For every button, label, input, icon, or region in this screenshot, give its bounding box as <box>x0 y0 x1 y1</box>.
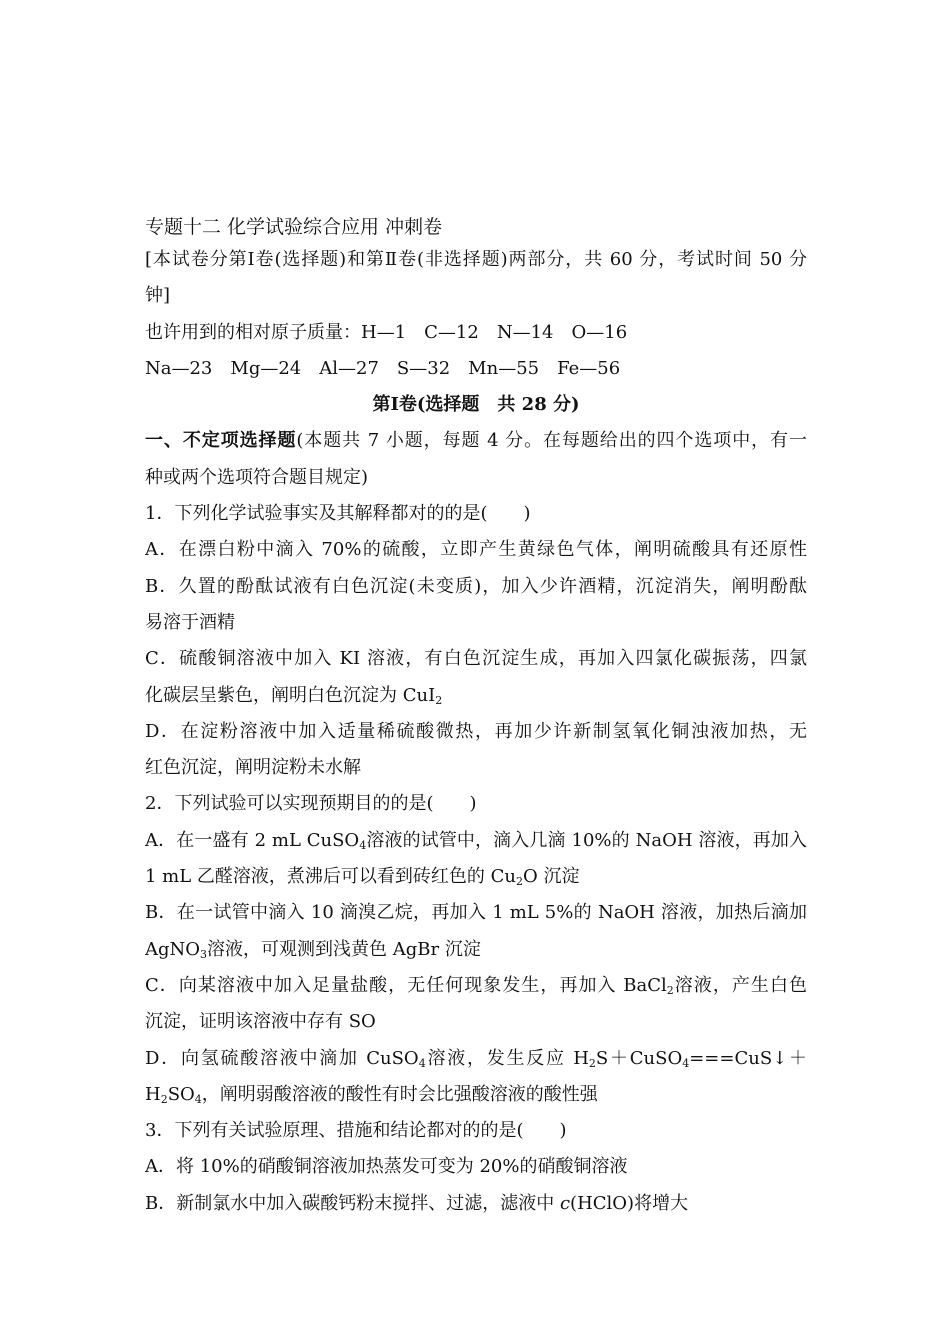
intro-line-1: [本试卷分第Ⅰ卷(选择题)和第Ⅱ卷(非选择题)两部分，共 60 分，考试时间 50 分 <box>145 249 807 270</box>
text: 溶液，产生白色 <box>673 974 807 996</box>
question-2-option-c-cont: 沉淀，证明该溶液中存有 SO <box>145 1011 376 1033</box>
atomic-masses-row-1 <box>145 315 807 351</box>
atomic-masses-label: 也许用到的相对原子质量： <box>145 321 361 343</box>
question-2-option-b-cont <box>145 932 807 968</box>
question-1-option-c: C．硫酸铜溶液中加入 KI 溶液，有白色沉淀生成，再加入四氯化碳振荡，四氯 <box>145 648 807 670</box>
question-2-option-d <box>145 1041 807 1077</box>
section-1-heading <box>145 423 807 459</box>
text: ，阐明弱酸溶液的酸性有时会比强酸溶液的酸性强 <box>201 1083 598 1105</box>
subscript: 2 <box>435 693 443 707</box>
atomic-mass: N—14 <box>496 321 554 343</box>
intro-line-2: 钟] <box>145 285 171 307</box>
question-3-option-a: A．将 10%的硝酸铜溶液加热蒸发可变为 20%的硝酸铜溶液 <box>145 1156 628 1178</box>
subscript: 2 <box>588 1056 596 1070</box>
atomic-mass: H—1 <box>361 321 407 343</box>
text: SO <box>167 1083 195 1105</box>
text: 1 mL 乙醛溶液，煮沸后可以看到砖红色的 Cu <box>145 866 517 888</box>
atomic-mass: C—12 <box>424 321 479 343</box>
section-1-title: 一、不定项选择题 <box>145 430 297 452</box>
question-3-stem: 3．下列有关试验原理、措施和结论都对的的是( ) <box>145 1120 567 1142</box>
question-2-option-d-cont <box>145 1077 807 1113</box>
text: (HClO)将增大 <box>570 1192 689 1214</box>
text: D．向氢硫酸溶液中滴加 CuSO <box>145 1047 419 1069</box>
question-2-option-a-cont <box>145 859 807 895</box>
question-1-option-d-cont: 红色沉淀，阐明淀粉未水解 <box>145 757 361 779</box>
subscript: 2 <box>160 1092 168 1106</box>
subscript: 4 <box>682 1056 690 1070</box>
question-2-option-a <box>145 823 807 859</box>
text: AgNO <box>145 938 201 960</box>
text: 溶液，可观测到浅黄色 AgBr 沉淀 <box>207 938 481 960</box>
subscript: 3 <box>200 947 208 961</box>
atomic-mass: Na—23 <box>145 357 213 379</box>
text: 溶液，发生反应 H <box>425 1047 589 1069</box>
question-3-option-b <box>145 1186 807 1222</box>
section-1-instructions-cont: 种或两个选项符合题目规定) <box>145 466 369 488</box>
italic-variable: c <box>559 1192 571 1214</box>
atomic-masses-row-2 <box>145 351 807 387</box>
atomic-mass: Mn—55 <box>468 357 540 379</box>
text: H <box>145 1083 161 1105</box>
subscript: 4 <box>418 1056 426 1070</box>
atomic-mass: Fe—56 <box>557 357 621 379</box>
text: S＋CuSO <box>595 1047 683 1069</box>
atomic-mass: Mg—24 <box>230 357 302 379</box>
question-1-option-a: A．在漂白粉中滴入 70%的硫酸，立即产生黄绿色气体，阐明硫酸具有还原性 <box>145 539 807 561</box>
question-2-stem: 2．下列试验可以实现预期目的的是( ) <box>145 793 477 815</box>
question-2-option-c <box>145 968 807 1004</box>
text: 化碳层呈紫色，阐明白色沉淀为 CuI <box>145 684 436 706</box>
subscript: 2 <box>666 983 674 997</box>
question-1-stem: 1．下列化学试验事实及其解释都对的的是( ) <box>145 503 531 525</box>
document-title: 专题十二 化学试验综合应用 冲刺卷 <box>145 216 443 238</box>
atomic-mass: O—16 <box>571 321 628 343</box>
question-1-option-b: B．久置的酚酞试液有白色沉淀(未变质)，加入少许酒精，沉淀消失，阐明酚酞 <box>145 575 807 597</box>
atomic-mass: Al—27 <box>319 357 379 379</box>
atomic-mass: S—32 <box>396 357 451 379</box>
text: A．在一盛有 2 mL CuSO <box>145 829 360 851</box>
subscript: 4 <box>194 1092 202 1106</box>
text: O 沉淀 <box>523 866 580 888</box>
document-content <box>145 212 807 1222</box>
text: 溶液的试管中，滴入几滴 10%的 NaOH 溶液，再加入 <box>366 829 807 851</box>
question-1-option-c-cont <box>145 678 807 714</box>
subscript: 2 <box>516 875 524 889</box>
question-2-option-b: B．在一试管中滴入 10 滴溴乙烷，再加入 1 mL 5%的 NaOH 溶液，加热后滴加 <box>145 902 807 924</box>
subscript: 4 <box>359 838 367 852</box>
question-1-option-d: D．在淀粉溶液中加入适量稀硫酸微热，再加少许新制氢氧化铜浊液加热，无 <box>145 720 807 742</box>
text: B．新制氯水中加入碳酸钙粉末搅拌、过滤，滤液中 <box>145 1192 560 1214</box>
section-1-instructions: (本题共 7 小题，每题 4 分。在每题给出的四个选项中，有一 <box>296 430 807 452</box>
part-1-heading: 第Ⅰ卷(选择题 共 28 分) <box>372 394 580 416</box>
text: ===CuS↓＋ <box>689 1047 807 1069</box>
question-1-option-b-cont: 易溶于酒精 <box>145 611 235 633</box>
text: C．向某溶液中加入足量盐酸，无任何现象发生，再加入 BaCl <box>145 974 667 996</box>
